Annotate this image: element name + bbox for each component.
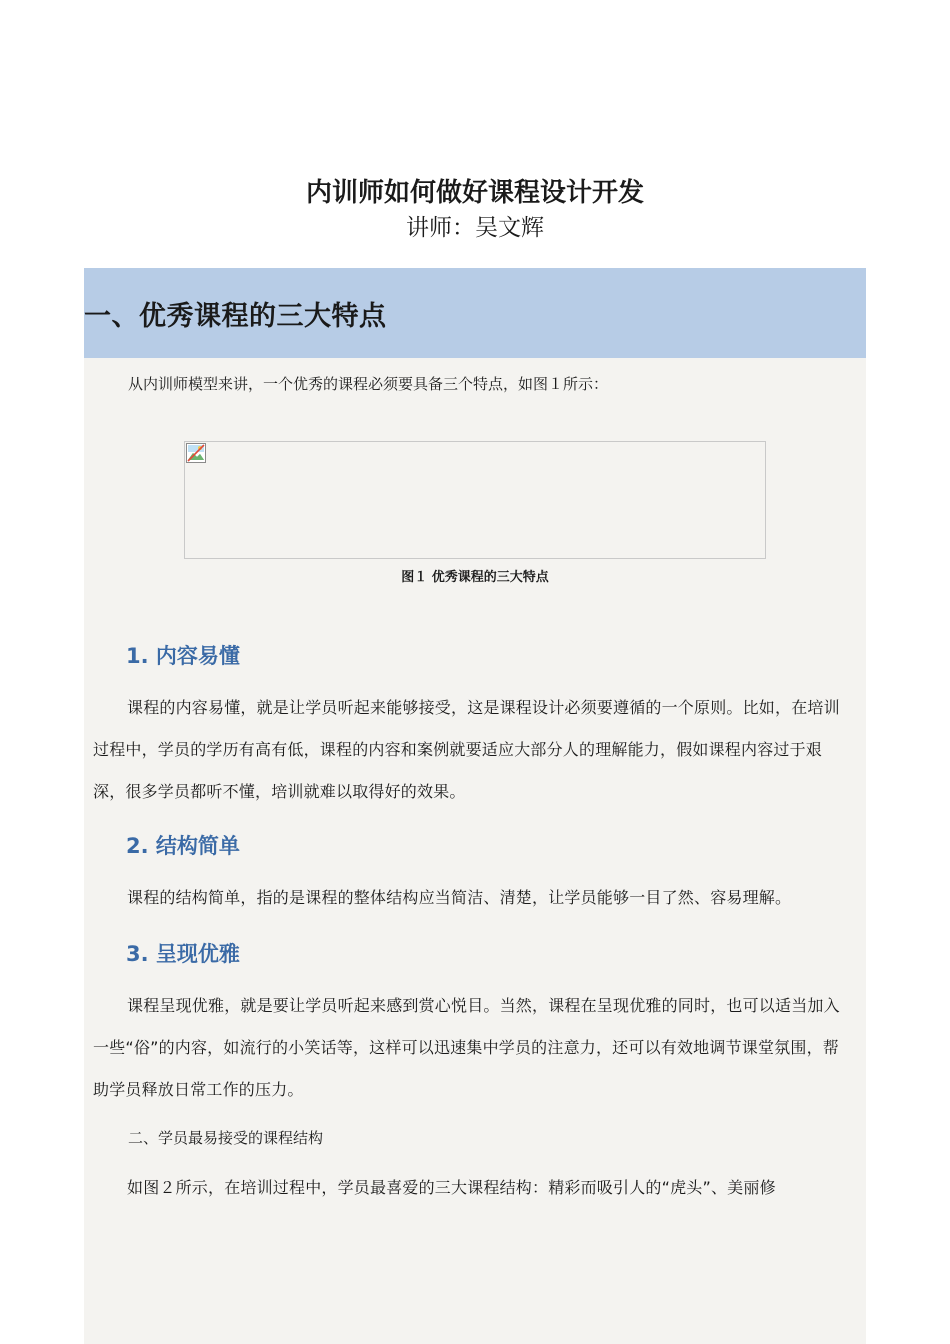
figure-caption: 图１ 优秀课程的三大特点 [401, 570, 549, 585]
paragraph-3: 课程呈现优雅，就是要让学员听起来感到赏心悦目。当然，课程在呈现优雅的同时，也可以适当加入一些“俗”的内容，如流行的小笑话等，这样可以迅速集中学员的注意力，还可以有效地调节课堂氛围，帮助学员释放日常工作的压力。 [93, 996, 840, 1099]
subheading-1: 1. 内容易懂 [126, 644, 240, 668]
broken-image-icon [186, 443, 206, 467]
section-banner [84, 268, 866, 358]
subheading-2: 2. 结构简单 [126, 834, 240, 858]
subheading-3: 3. 呈现优雅 [126, 942, 240, 966]
section2-intro: 如图２所示，在培训过程中，学员最喜爱的三大课程结构：精彩而吸引人的“虎头”、美丽修 [127, 1178, 776, 1197]
section-heading: 一、优秀课程的三大特点 [84, 300, 387, 332]
figure-placeholder [184, 441, 766, 559]
paragraph-1: 课程的内容易懂，就是让学员听起来能够接受，这是课程设计必须要遵循的一个原则。比如，在培训过程中，学员的学历有高有低，课程的内容和案例就要适应大部分人的理解能力，假如课程内容过于艰深，很多学员都听不懂，培训就难以取得好的效果。 [93, 698, 840, 801]
section-intro: 从内训师模型来讲，一个优秀的课程必须要具备三个特点，如图１所示： [128, 375, 609, 393]
document-author: 讲师：吴文辉 [406, 215, 544, 241]
document-body [84, 268, 866, 1344]
document-title: 内训师如何做好课程设计开发 [305, 178, 644, 209]
section2-heading: 二、学员最易接受的课程结构 [128, 1129, 324, 1147]
paragraph-2: 课程的结构简单，指的是课程的整体结构应当简洁、清楚，让学员能够一目了然、容易理解。 [127, 888, 792, 907]
